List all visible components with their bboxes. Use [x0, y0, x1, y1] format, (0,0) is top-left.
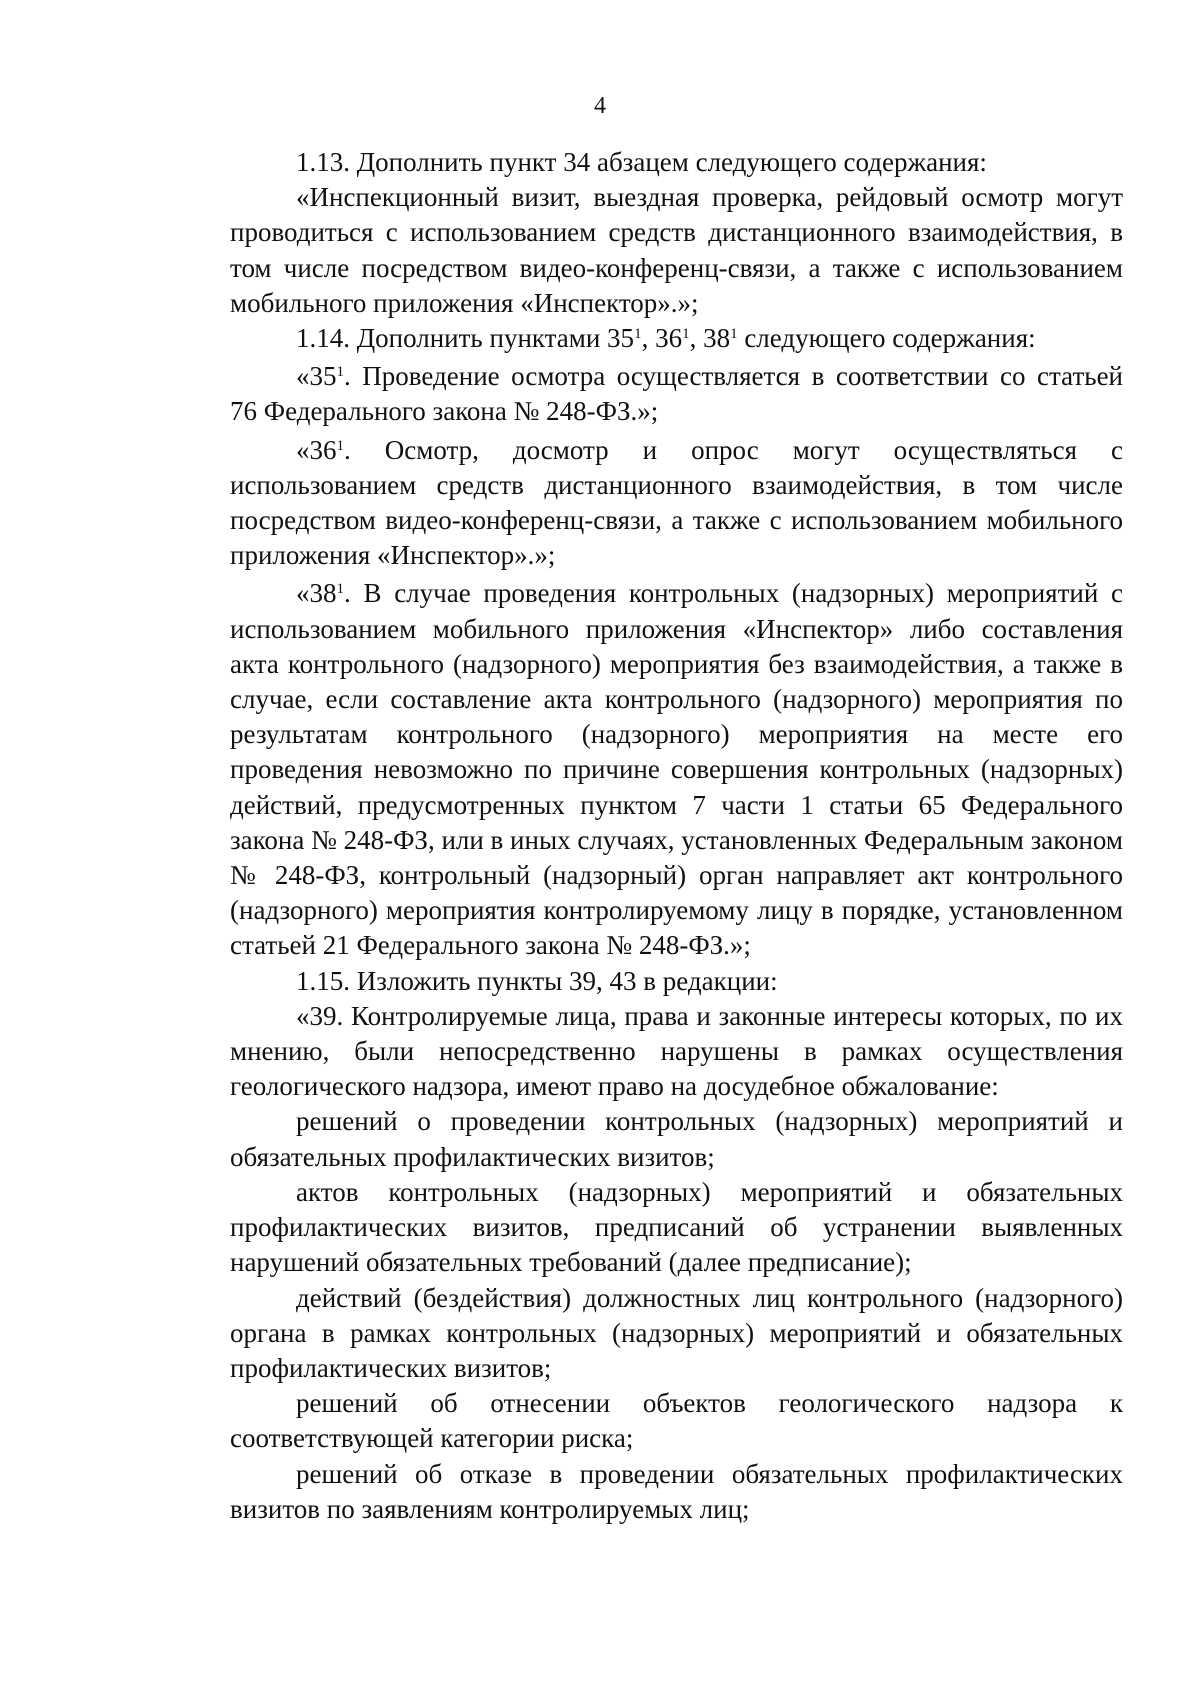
paragraph-appeal-refusal: решений об отказе в проведении обязательных профилактических визитов по заявлениям контролируемых лиц;: [230, 1458, 1123, 1524]
paragraph-38-1: [230, 576, 1123, 963]
text-segment: «38: [296, 578, 337, 609]
text-segment: . Проведение осмотра осуществляется в соответствии со статьей 76 Федерального закона № 248-ФЗ.»;: [230, 361, 1123, 427]
superscript: 1: [682, 326, 690, 343]
text-segment: , 38: [689, 323, 731, 354]
paragraph-appeal-acts: актов контрольных (надзорных) мероприятий и обязательных профилактических визитов, предписаний об устранении выявленных нарушений обязательных требований (далее предписание);: [230, 1176, 1123, 1278]
text-segment: , 36: [641, 323, 683, 354]
text-segment: «35: [296, 361, 337, 392]
text-segment: 1.14. Дополнить пунктами 35: [296, 323, 635, 354]
paragraph-35-1: [230, 359, 1123, 429]
document-body: [230, 145, 1123, 1527]
paragraph-inspection-visit: «Инспекционный визит, выездная проверка, рейдовый осмотр могут проводиться с использованием средств дистанционного взаимодействия, в том числе посредством видео-конференц-связи, а также с использованием мобильного приложения «Инспектор».»;: [230, 182, 1123, 318]
superscript: 1: [634, 326, 642, 343]
paragraph-1-14: [230, 321, 1123, 356]
paragraph-appeal-decisions-events: решений о проведении контрольных (надзорных) мероприятий и обязательных профилактических визитов;: [230, 1106, 1123, 1172]
superscript: 1: [730, 326, 738, 343]
superscript: 1: [336, 581, 344, 598]
superscript: 1: [336, 437, 344, 454]
paragraph-36-1: [230, 433, 1123, 574]
page-number: 4: [594, 93, 606, 119]
text-segment: следующего содержания:: [737, 323, 1036, 354]
text-segment: «36: [296, 434, 337, 465]
paragraph-39: «39. Контролируемые лица, права и законные интересы которых, по их мнению, были непосредственно нарушены в рамках осуществления геологического надзора, имеют право на досудебное обжалование:: [230, 1000, 1123, 1102]
text-segment: . Осмотр, досмотр и опрос могут осуществляться с использованием средств дистанционного взаимодействия, в том числе посредством видео-конференц-связи, а также с использованием мобильного приложения «Инспектор».»;: [230, 434, 1123, 571]
paragraph-1-15: 1.15. Изложить пункты 39, 43 в редакции:: [296, 965, 778, 996]
paragraph-appeal-actions: действий (бездействия) должностных лиц контрольного (надзорного) органа в рамках контрольных (надзорных) мероприятий и обязательных профилактических визитов;: [230, 1282, 1123, 1383]
paragraph-1-13: 1.13. Дополнить пункт 34 абзацем следующего содержания:: [296, 147, 987, 177]
paragraph-appeal-risk-category: решений об отнесении объектов геологического надзора к соответствующей категории риска;: [230, 1388, 1123, 1454]
superscript: 1: [336, 364, 344, 381]
text-segment: . В случае проведения контрольных (надзорных) мероприятий с использованием мобильного приложения «Инспектор» либо составления акта контрольного (надзорного) мероприятия без взаимодействия, а также в случае, если составление акта контрольного (надзорного) мероприятия по результатам контрольного (надзорного) мероприятия на месте его проведения невозможно по причине совершения контрольных (надзорных) действий, предусмотренных пунктом 7 части 1 статьи 65 Федерального закона № 248-ФЗ, или в иных случаях, установленных Федеральным законом № 248-ФЗ, контрольный (надзорный) орган направляет акт контрольного (надзорного) мероприятия контролируемому лицу в порядке, установленном статьей 21 Федерального закона № 248-ФЗ.»;: [230, 578, 1124, 961]
